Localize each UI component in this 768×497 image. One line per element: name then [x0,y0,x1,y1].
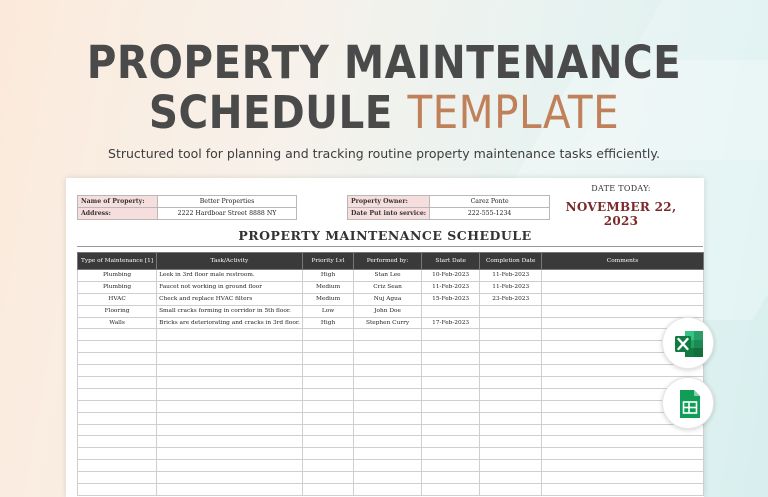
empty-cell[interactable] [78,448,157,460]
table-row [78,270,704,282]
empty-cell[interactable] [78,341,157,353]
column-header[interactable]: Priority Lvl [302,253,353,270]
empty-cell[interactable] [354,388,422,400]
table-cell-priority[interactable]: Medium [302,281,353,293]
empty-cell[interactable] [302,400,353,412]
owner-label: Property Owner: [348,196,430,208]
empty-cell[interactable] [78,460,157,472]
empty-table-row [78,365,704,377]
title-thin-word: TEMPLATE [407,86,620,139]
empty-cell[interactable] [157,329,303,341]
address-value[interactable]: 2222 Hardboar Street 8888 NY [158,208,297,220]
empty-cell[interactable] [157,412,303,424]
empty-cell[interactable] [354,436,422,448]
table-row [78,281,704,293]
empty-cell[interactable] [354,448,422,460]
empty-cell[interactable] [157,341,303,353]
empty-cell[interactable] [157,400,303,412]
empty-cell[interactable] [78,412,157,424]
table-cell-start[interactable]: 17-Feb-2023 [421,317,480,329]
empty-cell[interactable] [480,341,542,353]
table-cell-by[interactable]: Stan Lee [354,270,422,282]
empty-cell[interactable] [480,388,542,400]
empty-cell[interactable] [302,353,353,365]
table-row [78,317,704,329]
table-cell-priority[interactable]: High [302,270,353,282]
empty-cell[interactable] [354,377,422,389]
table-cell-priority[interactable]: High [302,317,353,329]
title-divider [77,246,703,247]
table-row [78,305,704,317]
schedule-title: PROPERTY MAINTENANCE SCHEDULE [238,228,532,243]
empty-cell[interactable] [354,341,422,353]
table-cell-comments[interactable] [541,305,703,317]
table-cell-start[interactable] [421,305,480,317]
table-cell-type[interactable]: HVAC [78,293,157,305]
empty-cell[interactable] [354,400,422,412]
table-row [78,293,704,305]
empty-cell[interactable] [421,341,480,353]
table-header-row [78,253,704,270]
page-title-line-2 [38,86,729,139]
page-title-line-1: PROPERTY MAINTENANCE [86,36,682,89]
table-cell-by[interactable]: Stephen Curry [354,317,422,329]
empty-cell[interactable] [421,353,480,365]
empty-cell[interactable] [480,353,542,365]
table-cell-comments[interactable] [541,293,703,305]
empty-cell[interactable] [480,424,542,436]
empty-table-row [78,377,704,389]
empty-cell[interactable] [480,365,542,377]
empty-cell[interactable] [302,472,353,484]
empty-cell[interactable] [157,424,303,436]
empty-table-row [78,472,704,484]
empty-cell[interactable] [302,388,353,400]
empty-cell[interactable] [421,460,480,472]
empty-cell[interactable] [302,484,353,496]
empty-cell[interactable] [78,365,157,377]
empty-table-row [78,341,704,353]
empty-cell[interactable] [302,448,353,460]
empty-cell[interactable] [302,436,353,448]
table-cell-task[interactable]: Bricks are deteriorating and cracks in 3rd floor. [157,317,303,329]
empty-cell[interactable] [157,484,303,496]
table-cell-type[interactable]: Flooring [78,305,157,317]
property-name-value[interactable]: Better Properties [158,196,297,208]
empty-cell[interactable] [302,412,353,424]
empty-cell[interactable] [354,484,422,496]
empty-cell[interactable] [302,341,353,353]
column-header[interactable]: Completion Date [480,253,542,270]
empty-cell[interactable] [354,460,422,472]
empty-cell[interactable] [78,329,157,341]
empty-cell[interactable] [421,472,480,484]
excel-button[interactable] [662,317,714,369]
empty-cell[interactable] [421,484,480,496]
table-cell-start[interactable]: 15-Feb-2023 [421,293,480,305]
empty-cell[interactable] [421,436,480,448]
empty-cell[interactable] [421,388,480,400]
empty-cell[interactable] [157,436,303,448]
owner-value[interactable]: Carez Ponte [430,196,550,208]
empty-table-row [78,388,704,400]
empty-cell[interactable] [354,412,422,424]
schedule-table [77,252,704,496]
table-cell-start[interactable]: 11-Feb-2023 [421,281,480,293]
owner-info-table [347,195,550,220]
empty-cell[interactable] [421,448,480,460]
page-subtitle: Structured tool for planning and tracking routine property maintenance tasks efficiently. [108,146,660,161]
service-date-value[interactable]: 222-555-1234 [430,208,550,220]
empty-cell[interactable] [541,460,703,472]
empty-cell[interactable] [354,424,422,436]
table-cell-completion[interactable]: 23-Feb-2023 [480,293,542,305]
date-today-value: NOVEMBER 22, 2023 [565,200,677,228]
empty-cell[interactable] [157,460,303,472]
column-header[interactable]: Start Date [421,253,480,270]
date-today-label: DATE TODAY: [591,184,651,193]
table-cell-start[interactable]: 10-Feb-2023 [421,270,480,282]
empty-cell[interactable] [157,353,303,365]
empty-table-row [78,400,704,412]
empty-cell[interactable] [157,377,303,389]
property-info-table [77,195,297,220]
google-sheets-icon [663,378,715,430]
empty-cell[interactable] [541,472,703,484]
empty-cell[interactable] [302,329,353,341]
empty-cell[interactable] [480,400,542,412]
empty-cell[interactable] [78,400,157,412]
empty-cell[interactable] [354,329,422,341]
column-header[interactable]: Performed by: [354,253,422,270]
empty-cell[interactable] [354,353,422,365]
empty-cell[interactable] [78,388,157,400]
empty-cell[interactable] [78,377,157,389]
spreadsheet-preview [66,178,704,497]
table-cell-comments[interactable] [541,270,703,282]
table-cell-completion[interactable]: 11-Feb-2023 [480,281,542,293]
table-cell-type[interactable]: Walls [78,317,157,329]
table-cell-type[interactable]: Plumbing [78,270,157,282]
empty-cell[interactable] [421,377,480,389]
empty-cell[interactable] [480,377,542,389]
table-cell-by[interactable]: Nuj Agua [354,293,422,305]
empty-cell[interactable] [480,448,542,460]
empty-cell[interactable] [78,436,157,448]
empty-cell[interactable] [157,388,303,400]
empty-cell[interactable] [421,365,480,377]
empty-cell[interactable] [480,329,542,341]
schedule-body [78,270,704,496]
empty-cell[interactable] [302,365,353,377]
table-cell-completion[interactable] [480,317,542,329]
table-cell-completion[interactable] [480,305,542,317]
table-cell-task[interactable]: Leek in 3rd floor male restroom. [157,270,303,282]
empty-cell[interactable] [78,353,157,365]
empty-cell[interactable] [421,400,480,412]
table-cell-priority[interactable]: Medium [302,293,353,305]
empty-table-row [78,353,704,365]
column-header[interactable]: Comments [541,253,703,270]
table-cell-type[interactable]: Plumbing [78,281,157,293]
empty-table-row [78,448,704,460]
empty-cell[interactable] [541,436,703,448]
table-cell-by[interactable]: Criz Sean [354,281,422,293]
empty-cell[interactable] [480,472,542,484]
empty-cell[interactable] [480,436,542,448]
table-cell-task[interactable]: Small cracks forming in corridor in 5th floor. [157,305,303,317]
excel-icon [663,318,715,370]
empty-table-row [78,412,704,424]
empty-cell[interactable] [78,424,157,436]
property-name-label: Name of Property: [78,196,158,208]
google-sheets-button[interactable] [662,377,714,429]
empty-cell[interactable] [541,448,703,460]
service-date-label: Date Put into service: [348,208,430,220]
empty-cell[interactable] [480,412,542,424]
empty-cell[interactable] [78,472,157,484]
empty-cell[interactable] [302,424,353,436]
empty-cell[interactable] [421,424,480,436]
title-bold-word: SCHEDULE [148,86,393,139]
empty-table-row [78,436,704,448]
address-label: Address: [78,208,158,220]
empty-table-row [78,424,704,436]
empty-cell[interactable] [421,329,480,341]
empty-table-row [78,460,704,472]
empty-cell[interactable] [302,460,353,472]
empty-table-row [78,484,704,496]
empty-cell[interactable] [480,460,542,472]
empty-cell[interactable] [157,472,303,484]
empty-cell[interactable] [157,448,303,460]
empty-cell[interactable] [354,365,422,377]
table-cell-task[interactable]: Check and replace HVAC filters [157,293,303,305]
table-cell-completion[interactable]: 11-Feb-2023 [480,270,542,282]
empty-cell[interactable] [421,412,480,424]
table-cell-comments[interactable] [541,281,703,293]
empty-cell[interactable] [480,484,542,496]
column-header[interactable]: Type of Maintenance [1] [78,253,157,270]
empty-table-row [78,329,704,341]
empty-cell[interactable] [541,484,703,496]
table-cell-task[interactable]: Faucet not working in ground floor [157,281,303,293]
empty-cell[interactable] [302,377,353,389]
empty-cell[interactable] [78,484,157,496]
table-cell-by[interactable]: John Doe [354,305,422,317]
empty-cell[interactable] [354,472,422,484]
empty-cell[interactable] [157,365,303,377]
table-cell-priority[interactable]: Low [302,305,353,317]
column-header[interactable]: Task/Activity [157,253,303,270]
